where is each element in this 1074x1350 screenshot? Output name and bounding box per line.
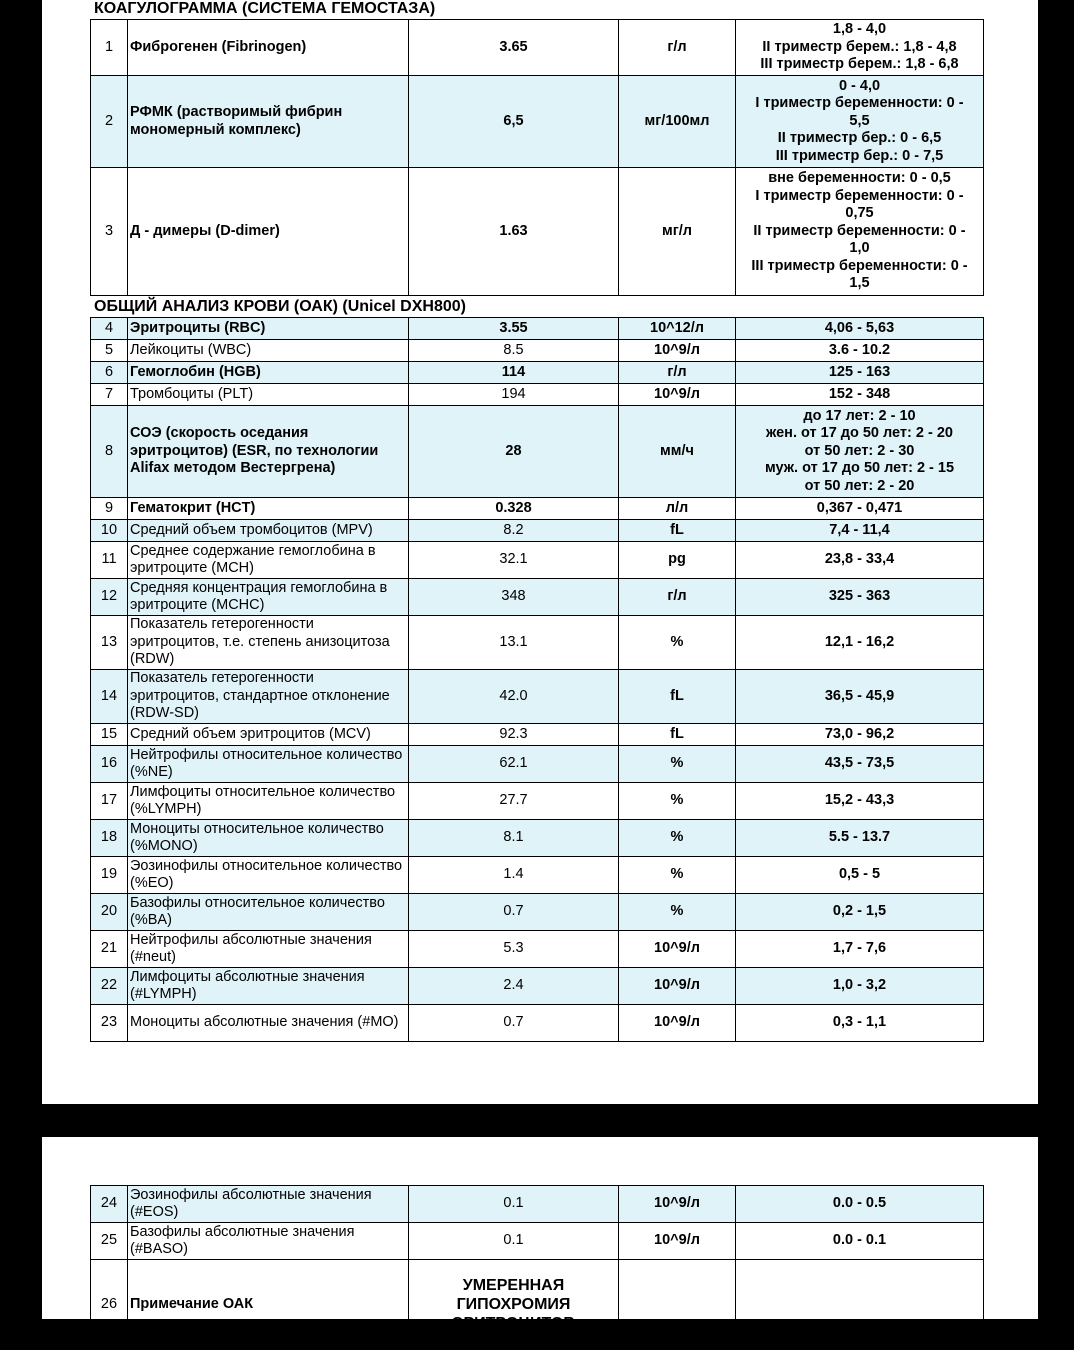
reference-range — [736, 968, 984, 1005]
unit: % — [619, 746, 736, 783]
result-value: 3.55 — [409, 318, 619, 340]
unit: 10^9/л — [619, 1005, 736, 1042]
table-row — [91, 1186, 984, 1223]
test-name: Лейкоциты (WBC) — [128, 340, 409, 362]
result-value: 8.2 — [409, 520, 619, 542]
reference-line: 0,3 - 1,1 — [832, 1014, 887, 1031]
table-row — [91, 520, 984, 542]
reference-range — [736, 340, 984, 362]
reference-range — [736, 1223, 984, 1260]
result-value: 114 — [409, 362, 619, 384]
unit: л/л — [619, 498, 736, 520]
reference-line: I триместр беременности: 0 - — [755, 95, 964, 112]
result-value: 42.0 — [409, 670, 619, 724]
reference-line: муж. от 17 до 50 лет: 2 - 15 — [764, 460, 955, 477]
unit: мг/л — [619, 168, 736, 296]
reference-line: 43,5 - 73,5 — [824, 755, 895, 772]
table-row — [91, 857, 984, 894]
table-row — [91, 820, 984, 857]
row-number: 10 — [91, 520, 128, 542]
test-name: Примечание ОАК — [128, 1260, 409, 1350]
test-name: Лимфоциты относительное количество (%LYMPH) — [128, 783, 409, 820]
table-row — [91, 20, 984, 76]
reference-line: 1,5 — [849, 275, 870, 292]
row-number: 13 — [91, 616, 128, 670]
reference-range — [736, 498, 984, 520]
unit: % — [619, 783, 736, 820]
row-number: 8 — [91, 406, 128, 498]
table-row — [91, 384, 984, 406]
table-row — [91, 783, 984, 820]
result-value: 28 — [409, 406, 619, 498]
table-row — [91, 746, 984, 783]
reference-line: 1,0 - 3,2 — [832, 977, 887, 994]
row-number: 4 — [91, 318, 128, 340]
result-value: 6,5 — [409, 76, 619, 168]
unit: % — [619, 820, 736, 857]
reference-line: 4,06 - 5,63 — [824, 319, 895, 336]
unit: мм/ч — [619, 406, 736, 498]
reference-line: 0,5 - 5 — [838, 866, 881, 883]
reference-line: 1,8 - 4,0 — [832, 21, 887, 38]
reference-line: 7,4 - 11,4 — [829, 521, 890, 538]
unit: 10^9/л — [619, 340, 736, 362]
reference-line: 12,1 - 16,2 — [824, 633, 895, 650]
result-value: УМЕРЕННАЯ ГИПОХРОМИЯ ЭРИТРОЦИТОВ — [409, 1260, 619, 1350]
row-number: 21 — [91, 931, 128, 968]
test-name: Нейтрофилы абсолютные значения (#neut) — [128, 931, 409, 968]
reference-line: III триместр берем.: 1,8 - 6,8 — [760, 56, 959, 73]
row-number: 7 — [91, 384, 128, 406]
row-number: 26 — [91, 1260, 128, 1350]
result-value: 32.1 — [409, 542, 619, 579]
result-value: 8.5 — [409, 340, 619, 362]
reference-range — [736, 724, 984, 746]
row-number: 3 — [91, 168, 128, 296]
reference-line: жен. от 17 до 50 лет: 2 - 20 — [766, 425, 953, 442]
reference-line: 125 - 163 — [828, 363, 891, 380]
row-number: 20 — [91, 894, 128, 931]
table-row — [91, 542, 984, 579]
reference-range — [736, 670, 984, 724]
unit: г/л — [619, 20, 736, 76]
reference-line: II триместр берем.: 1,8 - 4,8 — [762, 38, 957, 55]
table-row — [91, 498, 984, 520]
unit: fL — [619, 670, 736, 724]
test-name: Эритроциты (RBC) — [128, 318, 409, 340]
result-value: 1.63 — [409, 168, 619, 296]
unit: 10^9/л — [619, 384, 736, 406]
cbc-table — [90, 317, 984, 1042]
test-name: Средний объем эритроцитов (MCV) — [128, 724, 409, 746]
reference-range — [736, 1005, 984, 1042]
report-page-1 — [42, 0, 1038, 1104]
coagulogram-table — [90, 19, 984, 296]
table-row — [91, 340, 984, 362]
row-number: 6 — [91, 362, 128, 384]
result-value: 92.3 — [409, 724, 619, 746]
result-value: 0.1 — [409, 1186, 619, 1223]
result-value: 13.1 — [409, 616, 619, 670]
reference-line: II триместр бер.: 0 - 6,5 — [777, 130, 942, 147]
reference-line: 0,367 - 0,471 — [816, 499, 903, 516]
reference-range — [736, 406, 984, 498]
test-name: Лимфоциты абсолютные значения (#LYMPH) — [128, 968, 409, 1005]
row-number: 11 — [91, 542, 128, 579]
cbc-section-title: ОБЩИЙ АНАЛИЗ КРОВИ (ОАК) (Unicel DXH800) — [94, 298, 466, 315]
unit: 10^9/л — [619, 1186, 736, 1223]
unit: 10^9/л — [619, 931, 736, 968]
table-row — [91, 724, 984, 746]
test-name: Эозинофилы относительное количество (%EO) — [128, 857, 409, 894]
reference-line: 1,0 — [849, 240, 870, 257]
reference-line: 325 - 363 — [828, 588, 891, 605]
test-name: Средний объем тромбоцитов (MPV) — [128, 520, 409, 542]
row-number: 5 — [91, 340, 128, 362]
test-name: Д - димеры (D-dimer) — [128, 168, 409, 296]
result-value: 27.7 — [409, 783, 619, 820]
test-name: Гематокрит (HCT) — [128, 498, 409, 520]
table-row — [91, 579, 984, 616]
reference-range — [736, 318, 984, 340]
reference-line: от 50 лет: 2 - 20 — [804, 477, 915, 494]
test-name: Показатель гетерогенности эритроцитов, стандартное отклонение (RDW-SD) — [128, 670, 409, 724]
reference-line: 73,0 - 96,2 — [824, 725, 895, 742]
unit: % — [619, 616, 736, 670]
reference-range — [736, 168, 984, 296]
table-row — [91, 168, 984, 296]
reference-range — [736, 384, 984, 406]
report-page-2 — [42, 1137, 1038, 1332]
reference-range — [736, 783, 984, 820]
result-value: 0.328 — [409, 498, 619, 520]
row-number: 17 — [91, 783, 128, 820]
unit: % — [619, 894, 736, 931]
result-value: 8.1 — [409, 820, 619, 857]
table-row — [91, 362, 984, 384]
test-name: Гемоглобин (HGB) — [128, 362, 409, 384]
reference-line: 23,8 - 33,4 — [824, 551, 895, 568]
reference-range — [736, 1260, 984, 1350]
reference-line: 0.0 - 0.1 — [832, 1232, 887, 1249]
reference-line: 5,5 — [849, 112, 870, 129]
reference-range — [736, 579, 984, 616]
reference-line: до 17 лет: 2 - 10 — [803, 407, 916, 424]
row-number: 25 — [91, 1223, 128, 1260]
unit: 10^9/л — [619, 1223, 736, 1260]
reference-line: III триместр бер.: 0 - 7,5 — [775, 147, 944, 164]
reference-range — [736, 894, 984, 931]
unit: fL — [619, 724, 736, 746]
reference-range — [736, 20, 984, 76]
reference-range — [736, 520, 984, 542]
unit: % — [619, 857, 736, 894]
result-value: 348 — [409, 579, 619, 616]
table-row — [91, 968, 984, 1005]
test-name: Эозинофилы абсолютные значения (#EOS) — [128, 1186, 409, 1223]
table-row — [91, 1223, 984, 1260]
row-number: 2 — [91, 76, 128, 168]
unit — [619, 1260, 736, 1350]
test-name: РФМК (растворимый фибрин мономерный комплекс) — [128, 76, 409, 168]
result-value: 3.65 — [409, 20, 619, 76]
row-number: 9 — [91, 498, 128, 520]
reference-line: III триместр беременности: 0 - — [751, 257, 968, 274]
unit: г/л — [619, 579, 736, 616]
row-number: 15 — [91, 724, 128, 746]
result-value: 0.7 — [409, 894, 619, 931]
result-value: 194 — [409, 384, 619, 406]
coagulogram-section-title: КОАГУЛОГРАММА (СИСТЕМА ГЕМОСТАЗА) — [94, 0, 436, 17]
table-row — [91, 931, 984, 968]
test-name: Базофилы относительное количество (%BA) — [128, 894, 409, 931]
cbc-table-continued — [90, 1185, 984, 1350]
result-value: 0.1 — [409, 1223, 619, 1260]
reference-line: II триместр беременности: 0 - — [753, 222, 966, 239]
result-value: 62.1 — [409, 746, 619, 783]
reference-range — [736, 542, 984, 579]
unit: г/л — [619, 362, 736, 384]
reference-line: 0.0 - 0.5 — [832, 1195, 887, 1212]
reference-line: 36,5 - 45,9 — [824, 687, 895, 704]
row-number: 1 — [91, 20, 128, 76]
reference-range — [736, 76, 984, 168]
reference-range — [736, 820, 984, 857]
row-number: 16 — [91, 746, 128, 783]
row-number: 24 — [91, 1186, 128, 1223]
result-value: 0.7 — [409, 1005, 619, 1042]
test-name: Моноциты относительное количество (%MONO) — [128, 820, 409, 857]
unit: fL — [619, 520, 736, 542]
row-number: 14 — [91, 670, 128, 724]
reference-line: 152 - 348 — [828, 385, 891, 402]
test-name: Нейтрофилы относительное количество (%NE) — [128, 746, 409, 783]
unit: мг/100мл — [619, 76, 736, 168]
reference-line: 5.5 - 13.7 — [828, 829, 891, 846]
unit: 10^9/л — [619, 968, 736, 1005]
result-value: 5.3 — [409, 931, 619, 968]
reference-range — [736, 1186, 984, 1223]
reference-line: 0,2 - 1,5 — [832, 903, 887, 920]
result-value: 2.4 — [409, 968, 619, 1005]
row-number: 23 — [91, 1005, 128, 1042]
row-number: 22 — [91, 968, 128, 1005]
table-row — [91, 76, 984, 168]
test-name: Моноциты абсолютные значения (#MO) — [128, 1005, 409, 1042]
test-name: Показатель гетерогенности эритроцитов, т.е. степень анизоцитоза (RDW) — [128, 616, 409, 670]
reference-line: 15,2 - 43,3 — [824, 792, 895, 809]
reference-range — [736, 746, 984, 783]
table-row — [91, 1260, 984, 1350]
table-row — [91, 1005, 984, 1042]
reference-line: 1,7 - 7,6 — [832, 940, 887, 957]
reference-range — [736, 931, 984, 968]
table-row — [91, 318, 984, 340]
unit: 10^12/л — [619, 318, 736, 340]
table-row — [91, 406, 984, 498]
result-value: 1.4 — [409, 857, 619, 894]
row-number: 19 — [91, 857, 128, 894]
test-name: Фиброгенен (Fibrinogen) — [128, 20, 409, 76]
test-name: СОЭ (скорость оседания эритроцитов) (ESR, по технологии Alifax методом Вестергрена) — [128, 406, 409, 498]
reference-line: I триместр беременности: 0 - — [755, 187, 964, 204]
table-row — [91, 894, 984, 931]
reference-line: 0,75 — [845, 205, 874, 222]
test-name: Средняя концентрация гемоглобина в эритроците (MCHC) — [128, 579, 409, 616]
unit: pg — [619, 542, 736, 579]
reference-range — [736, 857, 984, 894]
reference-line: от 50 лет: 2 - 30 — [804, 442, 915, 459]
row-number: 18 — [91, 820, 128, 857]
reference-line: 3.6 - 10.2 — [828, 341, 891, 358]
reference-line: 0 - 4,0 — [838, 77, 881, 94]
test-name: Базофилы абсолютные значения (#BASO) — [128, 1223, 409, 1260]
test-name: Среднее содержание гемоглобина в эритроците (MCH) — [128, 542, 409, 579]
table-row — [91, 670, 984, 724]
test-name: Тромбоциты (PLT) — [128, 384, 409, 406]
row-number: 12 — [91, 579, 128, 616]
reference-range — [736, 616, 984, 670]
reference-range — [736, 362, 984, 384]
table-row — [91, 616, 984, 670]
reference-line: вне беременности: 0 - 0,5 — [768, 170, 951, 187]
